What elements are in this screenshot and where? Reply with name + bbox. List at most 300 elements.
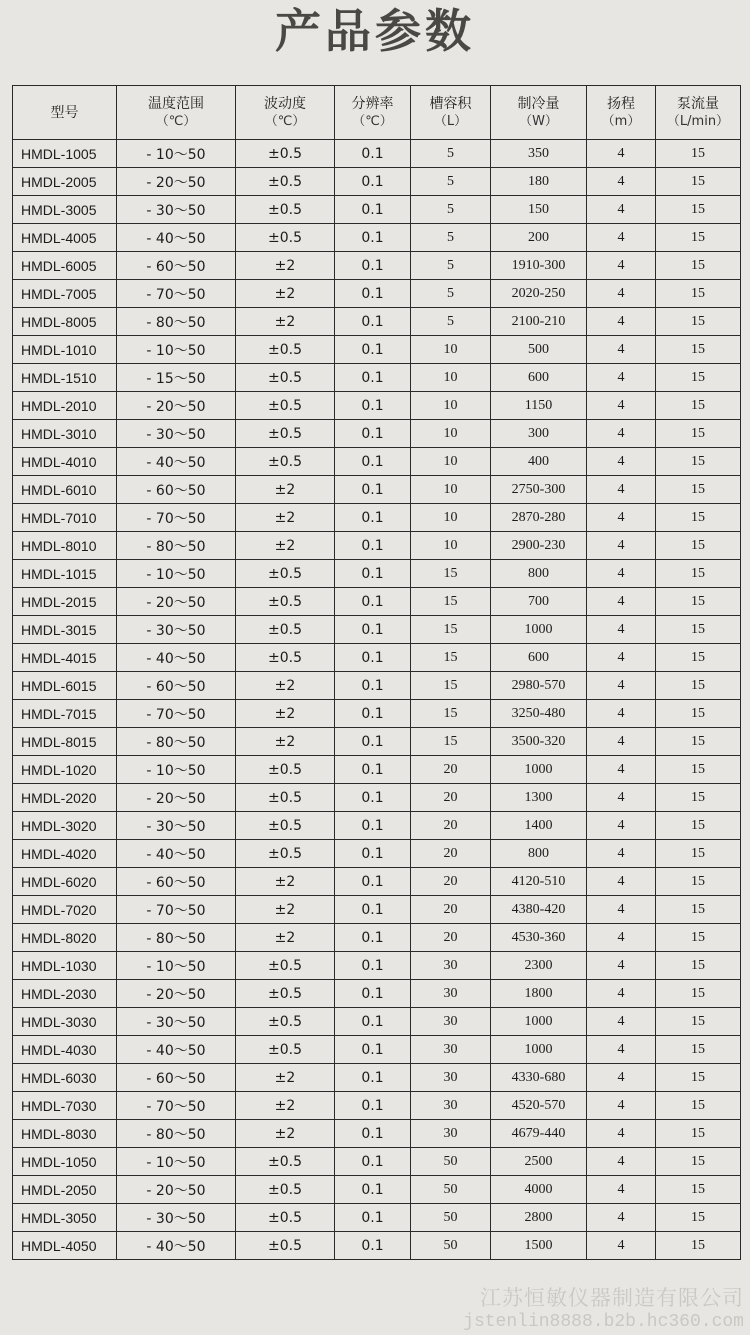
cell-pump-head: 4 [587,252,656,280]
cell-pump-flow: 15 [656,896,741,924]
table-row [13,1092,741,1120]
cell-bath-volume: 15 [411,616,491,644]
cell-fluctuation: ±2 [236,280,335,308]
cell-resolution: 0.1 [335,1204,411,1232]
table-row [13,980,741,1008]
page-title: 产品参数 [275,4,475,58]
cell-fluctuation: ±0.5 [236,1204,335,1232]
cell-pump-flow: 15 [656,1176,741,1204]
cell-model: HMDL-8005 [13,308,117,336]
cell-temp-range: - 30～50 [117,812,236,840]
cell-resolution: 0.1 [335,280,411,308]
cell-pump-flow: 15 [656,1232,741,1260]
cell-fluctuation: ±2 [236,1064,335,1092]
cell-cooling-capacity: 600 [491,364,587,392]
cell-pump-flow: 15 [656,1204,741,1232]
cell-resolution: 0.1 [335,392,411,420]
cell-pump-flow: 15 [656,980,741,1008]
cell-pump-flow: 15 [656,728,741,756]
cell-pump-head: 4 [587,700,656,728]
cell-model: HMDL-1005 [13,140,117,168]
cell-cooling-capacity: 2980-570 [491,672,587,700]
cell-bath-volume: 15 [411,728,491,756]
cell-resolution: 0.1 [335,756,411,784]
cell-model: HMDL-1020 [13,756,117,784]
header-label: 泵流量 [677,95,719,112]
cell-cooling-capacity: 180 [491,168,587,196]
cell-temp-range: - 20～50 [117,784,236,812]
header-unit: （℃） [352,113,393,129]
cell-resolution: 0.1 [335,1232,411,1260]
cell-pump-head: 4 [587,1148,656,1176]
cell-temp-range: - 20～50 [117,1176,236,1204]
cell-resolution: 0.1 [335,1036,411,1064]
cell-resolution: 0.1 [335,700,411,728]
cell-bath-volume: 5 [411,196,491,224]
header-cell-pump-flow [656,86,741,140]
cell-model: HMDL-4015 [13,644,117,672]
cell-temp-range: - 80～50 [117,728,236,756]
cell-cooling-capacity: 1150 [491,392,587,420]
header-cell-fluctuation [236,86,335,140]
cell-resolution: 0.1 [335,196,411,224]
cell-pump-flow: 15 [656,252,741,280]
table-row [13,1148,741,1176]
cell-fluctuation: ±0.5 [236,952,335,980]
cell-model: HMDL-7015 [13,700,117,728]
cell-pump-flow: 15 [656,224,741,252]
cell-cooling-capacity: 800 [491,840,587,868]
table-row [13,392,741,420]
cell-temp-range: - 30～50 [117,616,236,644]
cell-temp-range: - 10～50 [117,1148,236,1176]
cell-pump-head: 4 [587,168,656,196]
table-row [13,1232,741,1260]
cell-fluctuation: ±0.5 [236,392,335,420]
table-row [13,560,741,588]
cell-model: HMDL-1030 [13,952,117,980]
cell-pump-flow: 15 [656,812,741,840]
cell-temp-range: - 60～50 [117,672,236,700]
table-row [13,196,741,224]
header-cell-temp-range [117,86,236,140]
cell-pump-head: 4 [587,840,656,868]
cell-bath-volume: 50 [411,1176,491,1204]
cell-model: HMDL-7005 [13,280,117,308]
cell-bath-volume: 20 [411,784,491,812]
table-row [13,728,741,756]
cell-pump-head: 4 [587,812,656,840]
cell-temp-range: - 10～50 [117,140,236,168]
cell-fluctuation: ±2 [236,476,335,504]
table-row [13,420,741,448]
cell-bath-volume: 15 [411,588,491,616]
cell-fluctuation: ±0.5 [236,840,335,868]
header-unit: （W） [519,113,558,129]
table-row [13,532,741,560]
cell-bath-volume: 15 [411,700,491,728]
cell-fluctuation: ±0.5 [236,224,335,252]
cell-bath-volume: 20 [411,812,491,840]
cell-pump-flow: 15 [656,140,741,168]
cell-fluctuation: ±0.5 [236,756,335,784]
table-row [13,1120,741,1148]
cell-pump-flow: 15 [656,1120,741,1148]
cell-bath-volume: 15 [411,672,491,700]
cell-fluctuation: ±2 [236,252,335,280]
cell-cooling-capacity: 1800 [491,980,587,1008]
cell-bath-volume: 5 [411,224,491,252]
parameter-table [12,85,741,1260]
cell-pump-head: 4 [587,448,656,476]
cell-pump-head: 4 [587,504,656,532]
cell-cooling-capacity: 4380-420 [491,896,587,924]
cell-pump-head: 4 [587,196,656,224]
cell-temp-range: - 40～50 [117,644,236,672]
cell-cooling-capacity: 4520-570 [491,1092,587,1120]
cell-pump-flow: 15 [656,672,741,700]
table-row [13,1204,741,1232]
cell-pump-flow: 15 [656,1092,741,1120]
table-row [13,616,741,644]
cell-fluctuation: ±2 [236,896,335,924]
cell-temp-range: - 40～50 [117,1036,236,1064]
cell-cooling-capacity: 1300 [491,784,587,812]
cell-pump-flow: 15 [656,448,741,476]
cell-pump-head: 4 [587,1092,656,1120]
cell-model: HMDL-1510 [13,364,117,392]
cell-temp-range: - 70～50 [117,700,236,728]
cell-fluctuation: ±2 [236,1092,335,1120]
cell-pump-flow: 15 [656,1064,741,1092]
watermark-company: 江苏恒敏仪器制造有限公司 [480,1286,744,1310]
cell-bath-volume: 20 [411,840,491,868]
cell-fluctuation: ±0.5 [236,1232,335,1260]
table-row [13,1176,741,1204]
cell-pump-head: 4 [587,1204,656,1232]
cell-bath-volume: 10 [411,392,491,420]
cell-pump-head: 4 [587,672,656,700]
cell-fluctuation: ±0.5 [236,196,335,224]
cell-temp-range: - 10～50 [117,560,236,588]
cell-resolution: 0.1 [335,588,411,616]
cell-pump-flow: 15 [656,476,741,504]
cell-bath-volume: 30 [411,1092,491,1120]
table-row [13,476,741,504]
table-header [13,86,741,140]
cell-temp-range: - 20～50 [117,980,236,1008]
table-row [13,952,741,980]
cell-temp-range: - 10～50 [117,336,236,364]
cell-cooling-capacity: 4679-440 [491,1120,587,1148]
cell-model: HMDL-8030 [13,1120,117,1148]
table-row [13,364,741,392]
cell-bath-volume: 50 [411,1204,491,1232]
table-row [13,840,741,868]
cell-pump-flow: 15 [656,168,741,196]
cell-resolution: 0.1 [335,672,411,700]
cell-model: HMDL-3010 [13,420,117,448]
cell-model: HMDL-4050 [13,1232,117,1260]
header-label: 分辨率 [351,95,394,112]
cell-pump-head: 4 [587,420,656,448]
header-label: 温度范围 [148,95,204,112]
cell-model: HMDL-8020 [13,924,117,952]
cell-fluctuation: ±0.5 [236,1176,335,1204]
cell-resolution: 0.1 [335,168,411,196]
table-row [13,280,741,308]
cell-model: HMDL-8010 [13,532,117,560]
cell-pump-flow: 15 [656,700,741,728]
header-cell-bath-volume [411,86,491,140]
cell-fluctuation: ±2 [236,868,335,896]
cell-pump-flow: 15 [656,196,741,224]
cell-cooling-capacity: 2100-210 [491,308,587,336]
cell-temp-range: - 40～50 [117,448,236,476]
cell-cooling-capacity: 4530-360 [491,924,587,952]
cell-model: HMDL-2005 [13,168,117,196]
cell-pump-flow: 15 [656,392,741,420]
cell-cooling-capacity: 2300 [491,952,587,980]
cell-cooling-capacity: 3500-320 [491,728,587,756]
cell-resolution: 0.1 [335,252,411,280]
cell-model: HMDL-1050 [13,1148,117,1176]
cell-pump-head: 4 [587,560,656,588]
cell-resolution: 0.1 [335,1064,411,1092]
cell-bath-volume: 15 [411,644,491,672]
cell-temp-range: - 30～50 [117,420,236,448]
cell-pump-head: 4 [587,336,656,364]
cell-resolution: 0.1 [335,364,411,392]
header-label: 扬程 [607,95,635,112]
cell-model: HMDL-6005 [13,252,117,280]
table-row [13,672,741,700]
cell-pump-head: 4 [587,784,656,812]
cell-temp-range: - 40～50 [117,224,236,252]
cell-cooling-capacity: 2750-300 [491,476,587,504]
cell-resolution: 0.1 [335,868,411,896]
cell-pump-flow: 15 [656,952,741,980]
cell-bath-volume: 30 [411,980,491,1008]
cell-cooling-capacity: 400 [491,448,587,476]
cell-resolution: 0.1 [335,420,411,448]
cell-temp-range: - 20～50 [117,392,236,420]
cell-resolution: 0.1 [335,504,411,532]
cell-resolution: 0.1 [335,924,411,952]
cell-model: HMDL-2030 [13,980,117,1008]
header-label: 型号 [50,104,79,121]
cell-fluctuation: ±0.5 [236,168,335,196]
table-row [13,308,741,336]
header-label: 制冷量 [517,95,560,112]
cell-model: HMDL-4005 [13,224,117,252]
table-row [13,588,741,616]
cell-pump-head: 4 [587,392,656,420]
cell-pump-head: 4 [587,896,656,924]
cell-pump-head: 4 [587,980,656,1008]
cell-bath-volume: 10 [411,504,491,532]
cell-model: HMDL-4020 [13,840,117,868]
cell-pump-flow: 15 [656,420,741,448]
cell-fluctuation: ±0.5 [236,420,335,448]
header-cell-resolution [335,86,411,140]
cell-fluctuation: ±2 [236,924,335,952]
cell-bath-volume: 30 [411,1120,491,1148]
cell-bath-volume: 10 [411,532,491,560]
cell-resolution: 0.1 [335,1120,411,1148]
cell-resolution: 0.1 [335,476,411,504]
cell-temp-range: - 70～50 [117,280,236,308]
cell-bath-volume: 10 [411,448,491,476]
cell-resolution: 0.1 [335,728,411,756]
cell-pump-flow: 15 [656,784,741,812]
cell-resolution: 0.1 [335,1092,411,1120]
cell-resolution: 0.1 [335,560,411,588]
cell-resolution: 0.1 [335,1008,411,1036]
cell-cooling-capacity: 1000 [491,756,587,784]
cell-cooling-capacity: 150 [491,196,587,224]
cell-bath-volume: 30 [411,1008,491,1036]
cell-fluctuation: ±0.5 [236,448,335,476]
cell-cooling-capacity: 200 [491,224,587,252]
table-row [13,336,741,364]
header-unit: （L） [433,113,468,129]
cell-fluctuation: ±2 [236,308,335,336]
cell-temp-range: - 40～50 [117,1232,236,1260]
cell-fluctuation: ±0.5 [236,1036,335,1064]
table-row [13,1008,741,1036]
cell-temp-range: - 70～50 [117,1092,236,1120]
cell-resolution: 0.1 [335,140,411,168]
table-row [13,224,741,252]
cell-cooling-capacity: 3250-480 [491,700,587,728]
cell-pump-head: 4 [587,364,656,392]
cell-temp-range: - 15～50 [117,364,236,392]
cell-pump-head: 4 [587,588,656,616]
cell-resolution: 0.1 [335,532,411,560]
cell-pump-flow: 15 [656,560,741,588]
cell-fluctuation: ±2 [236,504,335,532]
header-cell-cooling-capacity [491,86,587,140]
cell-bath-volume: 30 [411,952,491,980]
cell-resolution: 0.1 [335,336,411,364]
cell-cooling-capacity: 600 [491,644,587,672]
cell-model: HMDL-7030 [13,1092,117,1120]
cell-pump-head: 4 [587,140,656,168]
cell-temp-range: - 80～50 [117,308,236,336]
cell-model: HMDL-1010 [13,336,117,364]
cell-pump-head: 4 [587,728,656,756]
cell-pump-head: 4 [587,1120,656,1148]
cell-temp-range: - 70～50 [117,896,236,924]
table-row [13,1036,741,1064]
cell-pump-head: 4 [587,1176,656,1204]
cell-resolution: 0.1 [335,308,411,336]
cell-cooling-capacity: 2870-280 [491,504,587,532]
cell-pump-flow: 15 [656,1036,741,1064]
cell-bath-volume: 20 [411,924,491,952]
cell-fluctuation: ±0.5 [236,1008,335,1036]
cell-model: HMDL-4010 [13,448,117,476]
cell-cooling-capacity: 1000 [491,616,587,644]
cell-fluctuation: ±2 [236,672,335,700]
cell-temp-range: - 80～50 [117,532,236,560]
table-row [13,896,741,924]
cell-temp-range: - 60～50 [117,868,236,896]
cell-resolution: 0.1 [335,952,411,980]
table-row [13,1064,741,1092]
table-row [13,448,741,476]
header-cell-model [13,86,117,140]
cell-cooling-capacity: 4000 [491,1176,587,1204]
cell-model: HMDL-3015 [13,616,117,644]
cell-cooling-capacity: 4330-680 [491,1064,587,1092]
cell-temp-range: - 60～50 [117,1064,236,1092]
cell-pump-flow: 15 [656,840,741,868]
table-row [13,756,741,784]
table-row [13,868,741,896]
cell-fluctuation: ±0.5 [236,588,335,616]
cell-model: HMDL-2015 [13,588,117,616]
cell-resolution: 0.1 [335,980,411,1008]
cell-model: HMDL-4030 [13,1036,117,1064]
cell-model: HMDL-3050 [13,1204,117,1232]
cell-pump-flow: 15 [656,1008,741,1036]
cell-bath-volume: 5 [411,168,491,196]
cell-pump-head: 4 [587,924,656,952]
cell-pump-flow: 15 [656,868,741,896]
cell-cooling-capacity: 350 [491,140,587,168]
cell-resolution: 0.1 [335,896,411,924]
cell-pump-head: 4 [587,1008,656,1036]
cell-cooling-capacity: 1500 [491,1232,587,1260]
cell-resolution: 0.1 [335,784,411,812]
cell-fluctuation: ±0.5 [236,140,335,168]
cell-model: HMDL-6020 [13,868,117,896]
watermark-url: jstenlin8888.b2b.hc360.com [463,1312,744,1332]
cell-resolution: 0.1 [335,644,411,672]
cell-model: HMDL-8015 [13,728,117,756]
watermark [463,1286,744,1334]
cell-cooling-capacity: 4120-510 [491,868,587,896]
cell-fluctuation: ±0.5 [236,980,335,1008]
cell-model: HMDL-2050 [13,1176,117,1204]
table-row [13,644,741,672]
header-unit: （℃） [264,113,306,129]
cell-pump-head: 4 [587,1036,656,1064]
cell-pump-flow: 15 [656,616,741,644]
header-cell-pump-head [587,86,656,140]
cell-pump-flow: 15 [656,924,741,952]
cell-temp-range: - 80～50 [117,924,236,952]
cell-model: HMDL-7020 [13,896,117,924]
cell-fluctuation: ±0.5 [236,784,335,812]
cell-bath-volume: 10 [411,420,491,448]
cell-resolution: 0.1 [335,812,411,840]
cell-fluctuation: ±2 [236,1120,335,1148]
cell-resolution: 0.1 [335,616,411,644]
cell-model: HMDL-3030 [13,1008,117,1036]
cell-model: HMDL-3020 [13,812,117,840]
cell-temp-range: - 60～50 [117,476,236,504]
cell-resolution: 0.1 [335,448,411,476]
table-row [13,504,741,532]
cell-model: HMDL-7010 [13,504,117,532]
cell-fluctuation: ±0.5 [236,560,335,588]
cell-temp-range: - 10～50 [117,756,236,784]
header-unit: （L/min） [666,113,730,129]
cell-bath-volume: 20 [411,756,491,784]
